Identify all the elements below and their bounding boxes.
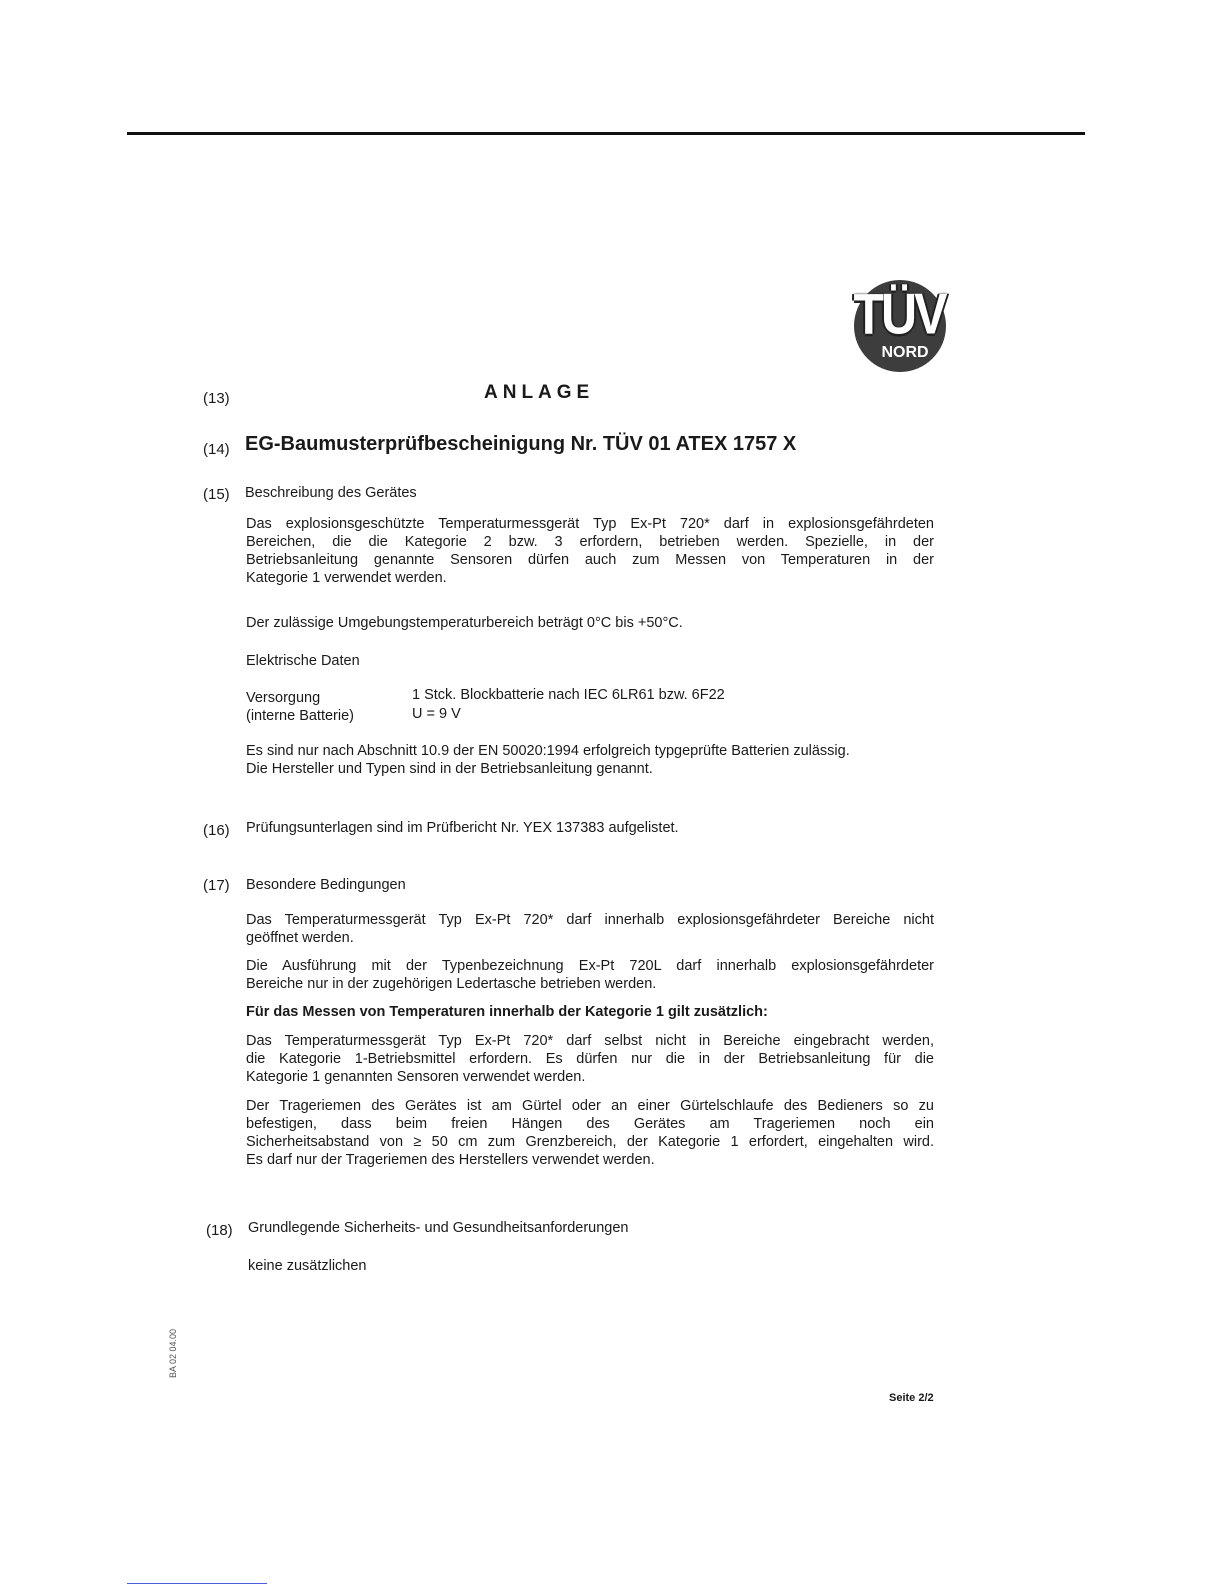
section-number-15: (15): [203, 486, 230, 503]
certificate-title: EG-Baumusterprüfbescheinigung Nr. TÜV 01 ATEX 1757 X: [245, 433, 797, 455]
text-line: Das explosionsgeschützte Temperaturmessgerät Typ Ex-Pt 720* darf in explosionsgefährdeten: [246, 516, 934, 532]
section-number-13: (13): [203, 390, 230, 407]
supply-value: 1 Stck. Blockbatterie nach IEC 6LR61 bzw. 6F22: [412, 687, 725, 703]
section-heading-15: Beschreibung des Gerätes: [245, 485, 417, 501]
section-number-18: (18): [206, 1222, 233, 1239]
special-conditions-para1: [246, 911, 934, 947]
supply-label: Versorgung: [246, 690, 321, 706]
battery-label: (interne Batterie): [246, 708, 354, 724]
text-line: Sicherheitsabstand von ≥ 50 cm zum Grenzbereich, der Kategorie 1 erfordert, eingehalten wird.: [246, 1134, 934, 1150]
bottom-rule: [127, 1583, 267, 1584]
text-line: Es sind nur nach Abschnitt 10.9 der EN 50020:1994 erfolgreich typgeprüfte Batterien zulässig.: [246, 743, 850, 759]
text-line: Das Temperaturmessgerät Typ Ex-Pt 720* darf selbst nicht in Bereiche eingebracht werden,: [246, 1033, 934, 1049]
page-number: Seite 2/2: [889, 1392, 934, 1404]
section-number-16: (16): [203, 822, 230, 839]
text-line: geöffnet werden.: [246, 930, 354, 946]
electrical-data-heading: Elektrische Daten: [246, 653, 360, 669]
text-line: die Kategorie 1-Betriebsmittel erfordern. Es dürfen nur die in der Betriebsanleitung für die: [246, 1051, 934, 1067]
text-line: Der Trageriemen des Gerätes ist am Gürtel oder an einer Gürtelschlaufe des Bedieners so zu: [246, 1098, 934, 1114]
text-line: Die Ausführung mit der Typenbezeichnung Ex-Pt 720L darf innerhalb explosionsgefährdeter: [246, 958, 934, 974]
requirements-text: keine zusätzlichen: [248, 1258, 367, 1274]
category-1-heading: Für das Messen von Temperaturen innerhalb der Kategorie 1 gilt zusätzlich:: [246, 1004, 768, 1020]
page-title: ANLAGE: [484, 382, 595, 403]
tuv-nord-logo: [846, 280, 952, 372]
text-line: Bereichen, die die Kategorie 2 bzw. 3 erfordern, betrieben werden. Spezielle, in der: [246, 534, 934, 550]
section-heading-17: Besondere Bedingungen: [246, 877, 406, 893]
battery-value: U = 9 V: [412, 706, 461, 722]
logo-word: TÜV: [853, 281, 945, 347]
form-code: BA 02 04.00: [168, 1328, 178, 1378]
ambient-temperature-text: Der zulässige Umgebungstemperaturbereich beträgt 0°C bis +50°C.: [246, 615, 683, 631]
text-line: Kategorie 1 genannten Sensoren verwendet werden.: [246, 1069, 586, 1085]
text-line: Es darf nur der Trageriemen des Herstellers verwendet werden.: [246, 1152, 655, 1168]
text-line: befestigen, dass beim freien Hängen des Gerätes am Trageriemen noch ein: [246, 1116, 934, 1132]
section-number-17: (17): [203, 877, 230, 894]
text-line: Das Temperaturmessgerät Typ Ex-Pt 720* darf innerhalb explosionsgefährdeter Bereiche nicht: [246, 912, 934, 928]
battery-note: [246, 742, 850, 778]
test-documents-text: Prüfungsunterlagen sind im Prüfbericht Nr. YEX 137383 aufgelistet.: [246, 820, 679, 836]
special-conditions-para3: [246, 1032, 934, 1086]
logo-sub: NORD: [881, 344, 929, 361]
special-conditions-para2: [246, 957, 934, 993]
special-conditions-para4: [246, 1097, 934, 1169]
text-line: Die Hersteller und Typen sind in der Betriebsanleitung genannt.: [246, 761, 653, 777]
text-line: Betriebsanleitung genannte Sensoren dürfen auch zum Messen von Temperaturen in der: [246, 552, 934, 568]
section-heading-18: Grundlegende Sicherheits- und Gesundheitsanforderungen: [248, 1220, 629, 1236]
section-number-14: (14): [203, 441, 230, 458]
top-rule: [127, 132, 1085, 135]
text-line: Bereiche nur in der zugehörigen Ledertasche betrieben werden.: [246, 976, 657, 992]
text-line: Kategorie 1 verwendet werden.: [246, 570, 447, 586]
device-description: [246, 515, 934, 587]
